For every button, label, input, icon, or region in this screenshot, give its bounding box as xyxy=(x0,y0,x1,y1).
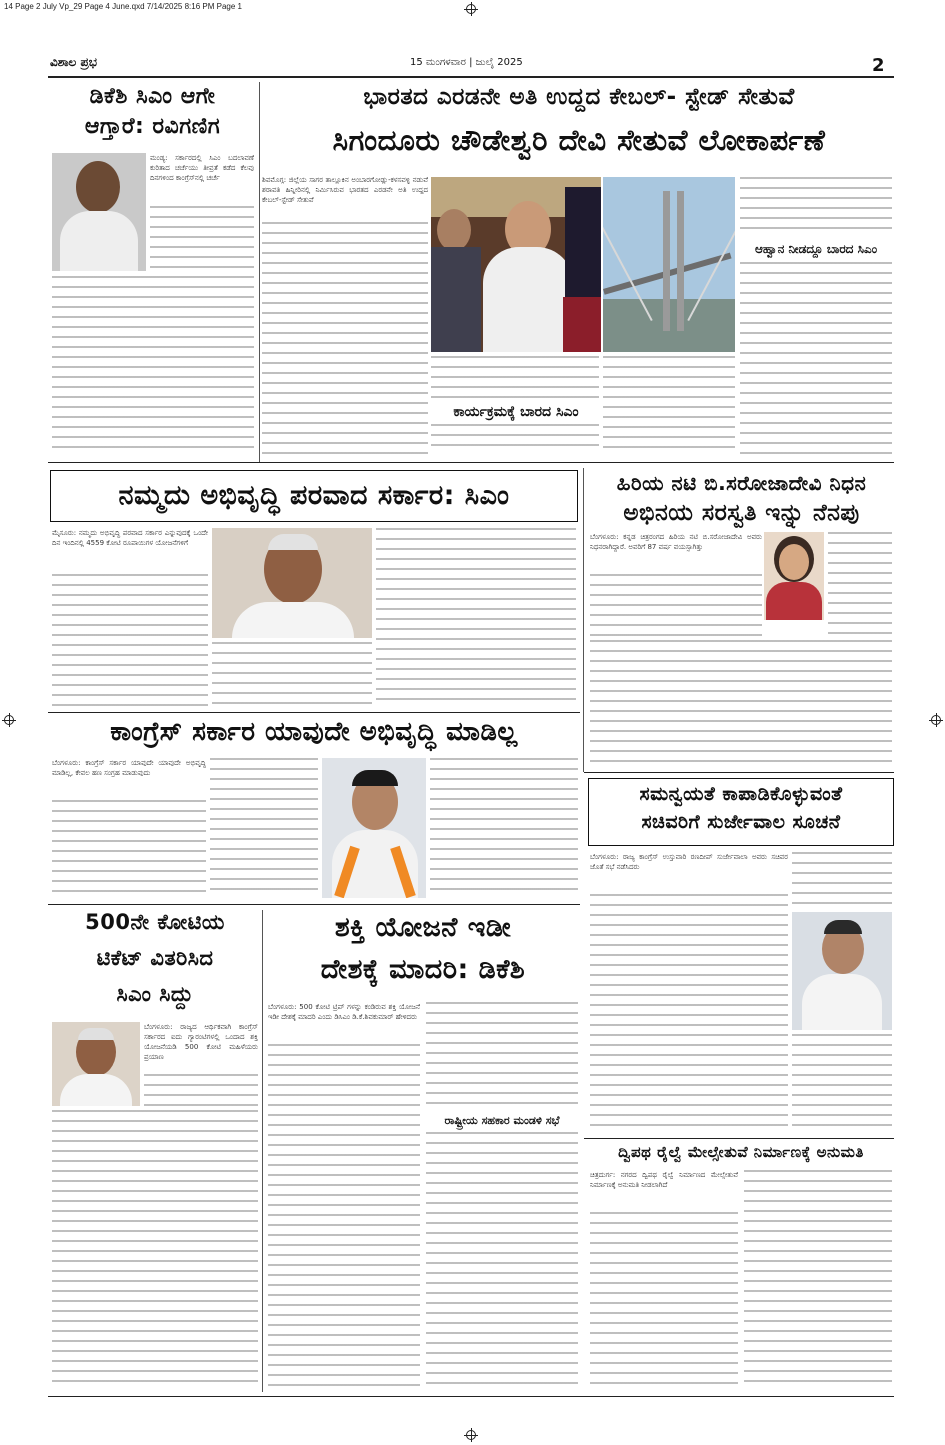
article-cm-speech-body xyxy=(52,574,208,706)
article-bridge-body xyxy=(431,356,599,400)
article-bridge-body xyxy=(740,177,892,237)
section-rule xyxy=(48,712,580,713)
column-divider xyxy=(583,468,584,772)
article-ticket-body xyxy=(52,1110,258,1390)
article-bridge-body xyxy=(740,262,892,454)
headline-ticket-line3: ಸಿಎಂ ಸಿದ್ದು xyxy=(116,982,194,1006)
article-surjewala-body xyxy=(792,852,892,908)
masthead: ವಿಶಾಲ ಪ್ರಭ xyxy=(50,55,97,69)
article-congress-lead: ಬೆಂಗಳೂರು: ಕಾಂಗ್ರೆಸ್ ಸರ್ಕಾರ ಯಾವುದೇ ಯಾವುದೇ ಅಭಿವೃದ್ಧಿ ಮಾಡಿಲ್ಲ, ಕೇವಲ ಹಣ ಸಂಗ್ರಹ ಮಾಡುವುದು xyxy=(52,759,206,777)
photo-inauguration xyxy=(431,177,601,352)
article-congress-body xyxy=(52,800,206,896)
section-rule xyxy=(584,772,894,773)
registration-mark-icon xyxy=(466,4,476,14)
section-rule xyxy=(584,1138,894,1139)
article-shakti-body xyxy=(268,1044,420,1390)
article-shakti-body xyxy=(426,1132,578,1390)
registration-mark-icon xyxy=(931,715,941,725)
photo-saroja-devi xyxy=(764,532,824,620)
headline-congress: ಕಾಂಗ್ರೆಸ್ ಸರ್ಕಾರ ಯಾವುದೇ ಅಭಿವೃದ್ಧಿ ಮಾಡಿಲ್ಲ xyxy=(110,717,518,747)
article-ticket-lead: ಬೆಂಗಳೂರು: ರಾಜ್ಯದ ಆರ್ಥಿಕವಾಗಿ ಕಾಂಗ್ರೆಸ್ ಸರ್ಕಾರದ ಐದು ಗ್ಯಾರಂಟಿಗಳಲ್ಲಿ ಒಂದಾದ ಶಕ್ತಿ ಯೋಜನೆಯಡಿ 500 ಕೋಟಿ ಮಹಿಳೆಯರು ಪ್ರಯಾಣ xyxy=(144,1023,258,1061)
headline-surjewala-line2: ಸಚಿವರಿಗೆ ಸುರ್ಜೇವಾಲ ಸೂಚನೆ xyxy=(641,810,841,833)
article-saroja-lead: ಬೆಂಗಳೂರು: ಕನ್ನಡ ಚಿತ್ರರಂಗದ ಹಿರಿಯ ನಟಿ ಬಿ.ಸರೋಜಾದೇವಿ ಅವರು ನಿಧನರಾಗಿದ್ದಾರೆ. ಅವರಿಗೆ 87 ವರ್ಷ ವಯಸ್ಸಾಗಿತ್ತು xyxy=(590,533,762,551)
headline-shakti-line1: ಶಕ್ತಿ ಯೋಜನೆ ಇಡೀ xyxy=(334,912,512,943)
photo-siddaramaiah-small xyxy=(52,1022,140,1106)
article-surjewala-body xyxy=(792,1034,892,1132)
article-cm-speech-body xyxy=(376,528,576,706)
footer-rule xyxy=(48,1396,894,1397)
photo-ravi-ganiga xyxy=(52,153,146,271)
registration-mark-icon xyxy=(466,1430,476,1440)
column-divider xyxy=(259,82,260,462)
subheading-cm-absent: ಕಾರ್ಯಕ್ರಮಕ್ಕೆ ಬಾರದ ಸಿಎಂ xyxy=(453,404,579,420)
registration-mark-icon xyxy=(4,715,14,725)
photo-tejasvi-surya xyxy=(322,758,426,898)
section-rule xyxy=(48,462,894,463)
section-rule xyxy=(48,904,580,905)
issue-date: 15 ಮಂಗಳವಾರ | ಜುಲೈ 2025 xyxy=(410,57,523,68)
article-dks-cm-body xyxy=(150,206,254,274)
article-bridge-body xyxy=(262,222,428,454)
article-bridge-body xyxy=(431,424,599,454)
article-cm-speech-lead: ಮೈಸೂರು: ನಮ್ಮದು ಅಭಿವೃದ್ಧಿ ಪರವಾದ ಸರ್ಕಾರ ಎನ್ನುವುದಕ್ಕೆ ಒಂದೇ ದಿನ ಇಂದಿನಲ್ಲಿ 4559 ಕೋಟಿ ರೂಪಾಯಿಗಳ ಯೋಜನೆಗಳಿಗೆ xyxy=(52,529,208,547)
article-saroja-body xyxy=(828,532,892,636)
article-dks-cm-body xyxy=(52,276,254,452)
headline-ticket-line1: 500ನೇ ಕೋಟಿಯ xyxy=(85,910,225,934)
headline-surjewala-box xyxy=(588,778,894,846)
article-saroja-body xyxy=(590,640,892,768)
headline-dks-cm-line1: ಡಿಕೆಶಿ ಸಿಎಂ ಆಗೇ xyxy=(89,84,216,109)
headline-cm-speech: ನಮ್ಮದು ಅಭಿವೃದ್ಧಿ ಪರವಾದ ಸರ್ಕಾರ: ಸಿಎಂ xyxy=(50,470,578,522)
article-cm-speech-body xyxy=(212,642,372,706)
article-congress-body xyxy=(210,758,318,896)
article-shakti-lead: ಬೆಂಗಳೂರು: 500 ಕೋಟಿ ಟ್ರಿಪ್ ಗಳನ್ನು ಕಂಡಿರುವ ಶಕ್ತಿ ಯೋಜನೆ ಇಡೀ ದೇಶಕ್ಕೆ ಮಾದರಿ ಎಂದು ಡಿಸಿಎಂ ಡಿ.ಕೆ.ಶಿವಕುಮಾರ್ ಹೇಳಿದರು xyxy=(268,1003,420,1021)
article-surjewala-lead: ಬೆಂಗಳೂರು: ರಾಜ್ಯ ಕಾಂಗ್ರೆಸ್ ಉಸ್ತುವಾರಿ ರಣದೀಪ್ ಸುರ್ಜೇವಾಲಾ ಅವರು ಸಚಿವರ ಜೊತೆ ಸಭೆ ನಡೆಸಿದರು xyxy=(590,853,788,871)
article-congress-body xyxy=(430,758,578,896)
headline-saroja-devi: ಅಭಿನಯ ಸರಸ್ವತಿ ಇನ್ನು ನೆನಪು xyxy=(623,500,860,526)
page-number: 2 xyxy=(872,55,885,76)
subheading-no-invite: ಆಹ್ವಾನ ನೀಡದ್ದೂ ಬಾರದ ಸಿಎಂ xyxy=(754,242,878,256)
headline-shakti-line2: ದೇಶಕ್ಕೆ ಮಾದರಿ: ಡಿಕೆಶಿ xyxy=(320,954,526,985)
article-bridge-lead: ಶಿವಮೊಗ್ಗ: ಜಿಲ್ಲೆಯ ಸಾಗರ ತಾಲ್ಲೂಕಿನ ಅಂಬಾರಗೋಡ್ಲು-ಕಳಸವಳ್ಳಿ ನಡುವೆ ಶರಾವತಿ ಹಿನ್ನೀರಿನಲ್ಲಿ ನಿರ್ಮಿಸಿರುವ ಭಾರತದ ಎರಡನೇ ಅತಿ ಉದ್ದದ ಕೇಬಲ್-ಸ್ಟೇಡ್ ಸೇತುವೆ xyxy=(262,176,428,204)
article-railway-lead: ಚಿತ್ರದುರ್ಗ: ನಗರದ ದ್ವಿಪಥ ರೈಲ್ವೆ ನಿರ್ಮಾಣದ ಮೇಲ್ಸೇತುವೆ ನಿರ್ಮಾಣಕ್ಕೆ ಅನುಮತಿ ನೀಡಲಾಗಿದೆ xyxy=(590,1171,738,1189)
headline-surjewala-line1: ಸಮನ್ವಯತೆ ಕಾಪಾಡಿಕೊಳ್ಳುವಂತೆ xyxy=(639,783,843,805)
headline-ticket-line2: ಟಿಕೆಟ್ ವಿತರಿಸಿದ xyxy=(96,946,214,970)
article-saroja-body xyxy=(590,574,762,638)
article-surjewala-body xyxy=(590,894,788,1132)
photo-surjewala xyxy=(792,912,892,1030)
headline-dks-cm-line2: ಆಗ್ತಾರೆ: ರವಿಗಣಿಗ xyxy=(84,114,221,139)
article-dks-cm-lead: ಮಂಡ್ಯ: ಸರ್ಕಾರದಲ್ಲಿ ಸಿಎಂ ಬದಲಾವಣೆ ಕುರಿತಾದ ಚರ್ಚೆಯು ತೀವ್ರತೆ ಕಡೆದ ಕೆಲವು ದಿನಗಳಿಂದ ಕಾಂಗ್ರೆಸ್‌ನಲ್ಲಿ ಚರ್ಚೆ xyxy=(150,154,254,182)
print-header: 14 Page 2 July Vp_29 Page 4 June.qxd 7/14/2025 8:16 PM Page 1 xyxy=(4,2,242,11)
subheading-cooperative-meet: ರಾಷ್ಟ್ರೀಯ ಸಹಕಾರ ಮಂಡಳಿ ಸಭೆ xyxy=(444,1114,560,1127)
article-bridge-body xyxy=(603,356,735,454)
article-railway-body xyxy=(744,1170,892,1390)
article-railway-body xyxy=(590,1212,738,1390)
kicker-saroja-devi: ಹಿರಿಯ ನಟಿ ಬಿ.ಸರೋಜಾದೇವಿ ನಿಧನ xyxy=(616,471,867,495)
kicker-bridge: ಭಾರತದ ಎರಡನೇ ಅತಿ ಉದ್ದದ ಕೇಬಲ್- ಸ್ಟೇಡ್ ಸೇತುವೆ xyxy=(363,84,795,110)
headline-bridge: ಸಿಗಂದೂರು ಚೌಡೇಶ್ವರಿ ದೇವಿ ಸೇತುವೆ ಲೋಕಾರ್ಪಣೆ xyxy=(332,123,826,157)
headline-railway: ದ್ವಿಪಥ ರೈಲ್ವೆ ಮೇಲ್ಸೇತುವೆ ನಿರ್ಮಾಣಕ್ಕೆ ಅನುಮತಿ xyxy=(618,1143,864,1161)
photo-siddaramaiah xyxy=(212,528,372,638)
column-divider xyxy=(262,910,263,1392)
article-ticket-body xyxy=(144,1074,258,1106)
photo-bridge xyxy=(603,177,735,352)
article-shakti-body xyxy=(426,1002,578,1110)
masthead-rule xyxy=(48,76,894,78)
